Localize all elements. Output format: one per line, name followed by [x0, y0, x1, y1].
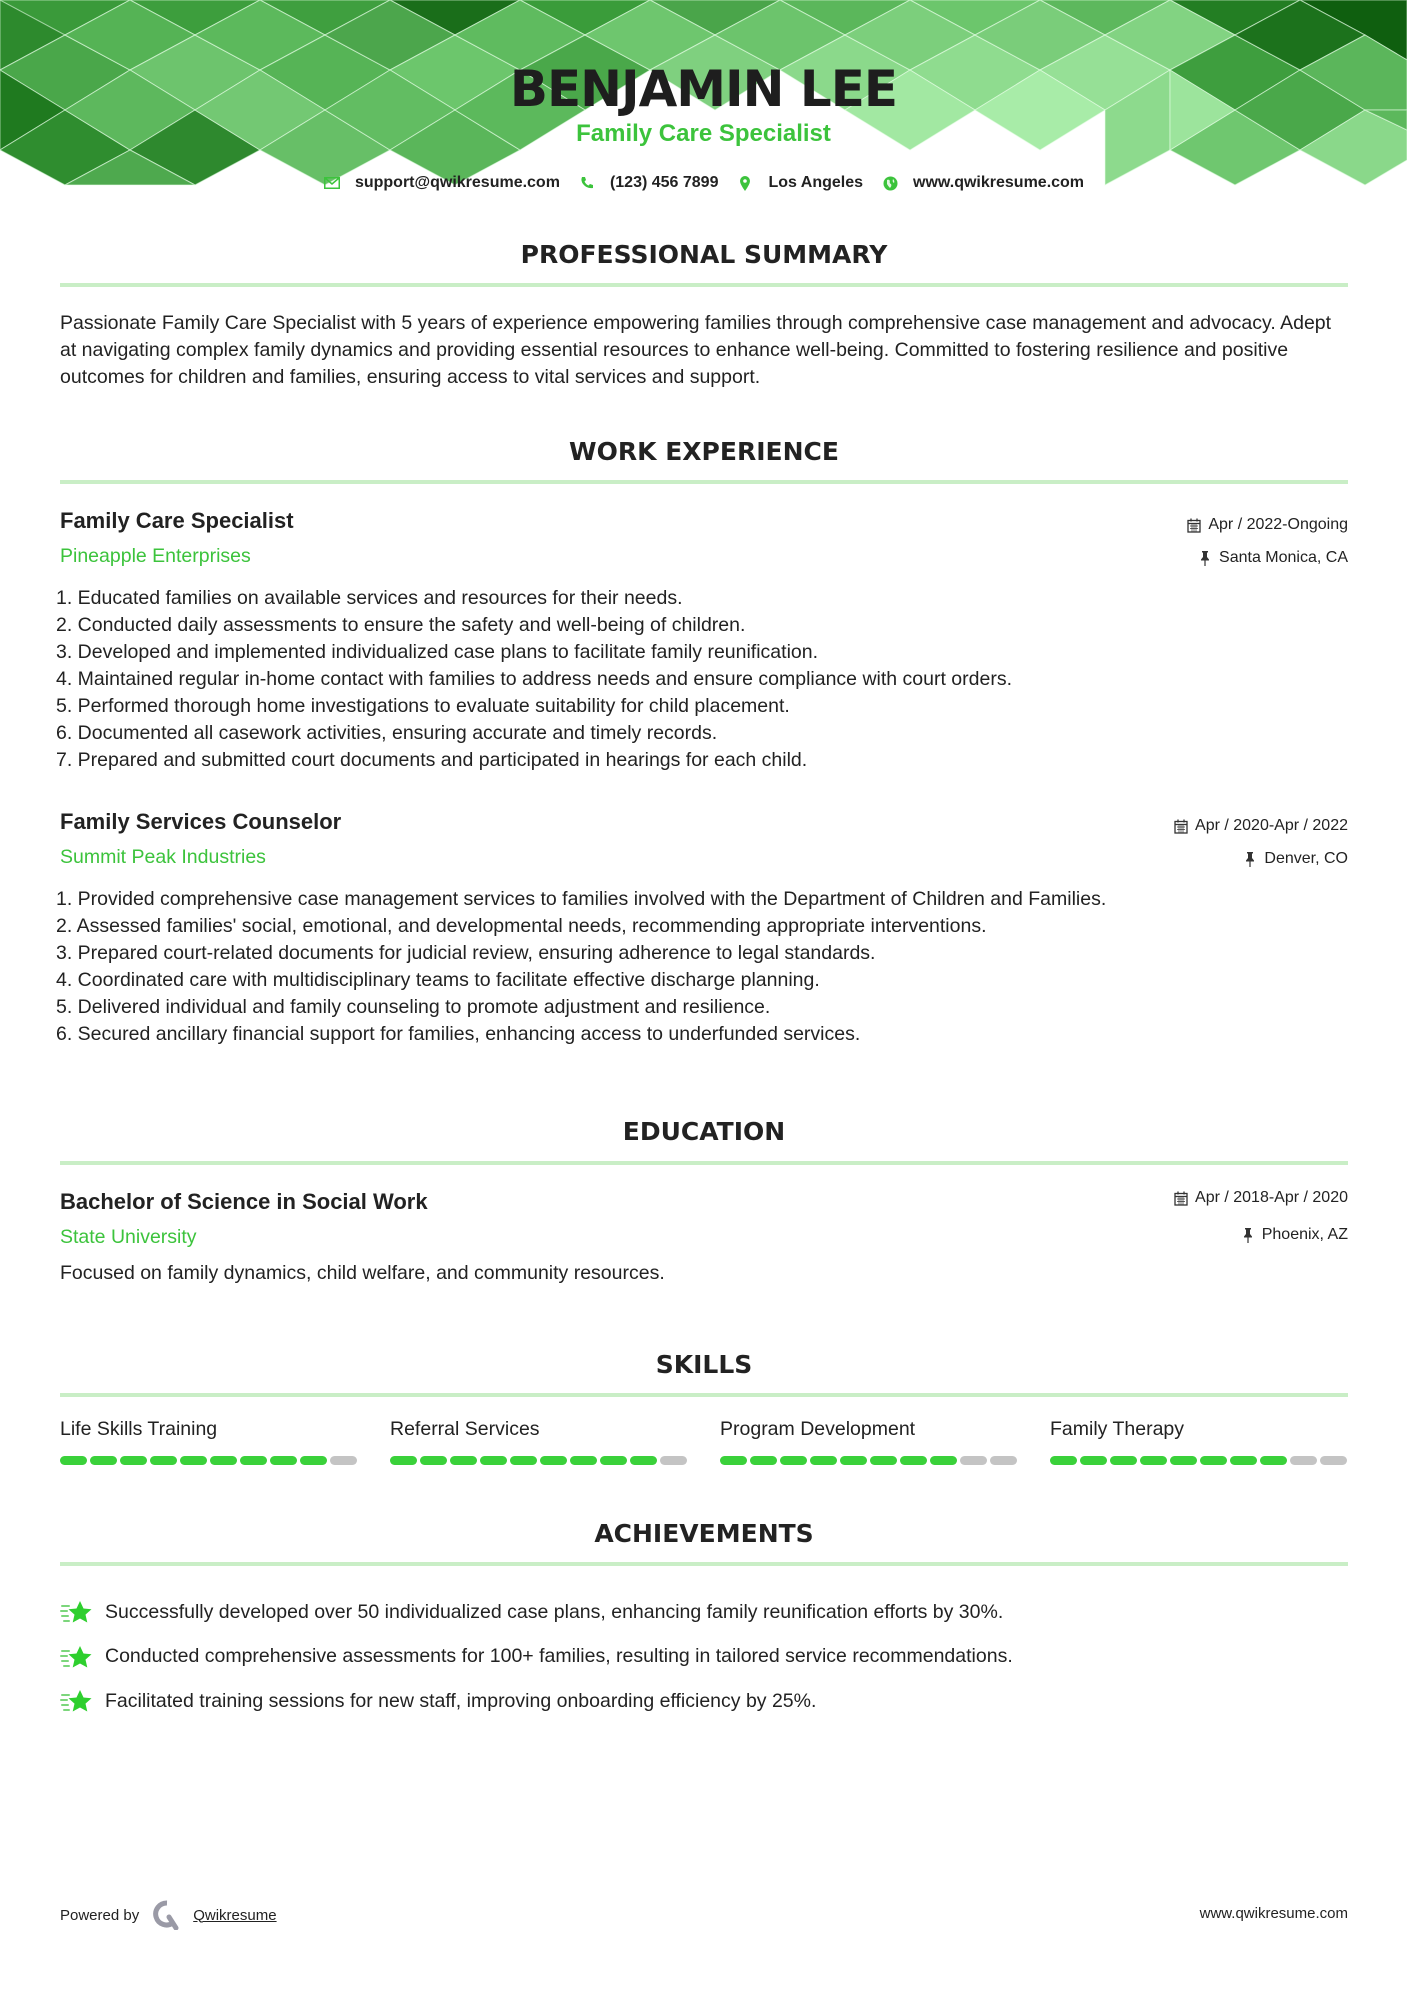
achievement-item: Conducted comprehensive assessments for 100+ families, resulting in tailored service recommendations.: [60, 1635, 1350, 1680]
education-location: Phoenix, AZ: [1240, 1226, 1348, 1244]
skill-segment-empty: [960, 1456, 987, 1465]
skill-segment-filled: [180, 1456, 207, 1465]
envelope-icon: [323, 174, 341, 192]
skill-segment-filled: [450, 1456, 477, 1465]
skill-segment-filled: [210, 1456, 237, 1465]
skill-segment-empty: [1320, 1456, 1347, 1465]
skill-rating-bar: [720, 1456, 1020, 1465]
section-heading-experience: WORK EXPERIENCE: [569, 437, 839, 466]
skill-segment-filled: [510, 1456, 537, 1465]
achievement-item: Successfully developed over 50 individualized case plans, enhancing family reunification efforts by 30%.: [60, 1590, 1350, 1635]
job-responsibilities: [56, 886, 1356, 1048]
list-item: 3. Developed and implemented individualized case plans to facilitate family reunification.: [56, 641, 819, 663]
pushpin-icon: [1240, 1227, 1256, 1243]
job-title: Family Care Specialist: [60, 508, 294, 533]
calendar-icon: [1173, 1190, 1189, 1206]
skill-segment-empty: [990, 1456, 1017, 1465]
skill-name: Family Therapy: [1050, 1418, 1185, 1440]
resume-header: [0, 0, 1407, 200]
skill-segment-filled: [270, 1456, 297, 1465]
pushpin-icon: [1242, 851, 1258, 867]
phone-icon: [578, 174, 596, 192]
skill-item: [1050, 1418, 1350, 1465]
skill-item: [60, 1418, 360, 1465]
section-divider: [60, 1393, 1348, 1397]
candidate-name: BENJAMIN LEE: [509, 60, 898, 118]
list-item: 4. Maintained regular in-home contact with families to address needs and ensure compliance with court orders.: [56, 668, 1012, 690]
company-name: Pineapple Enterprises: [60, 545, 251, 567]
skill-segment-filled: [1110, 1456, 1137, 1465]
skill-segment-filled: [810, 1456, 837, 1465]
skill-item: [390, 1418, 690, 1465]
skill-segment-filled: [1200, 1456, 1227, 1465]
globe-icon: [881, 174, 899, 192]
skill-segment-filled: [600, 1456, 627, 1465]
skill-segment-filled: [1050, 1456, 1077, 1465]
powered-by: [60, 1900, 277, 1930]
skill-segment-filled: [870, 1456, 897, 1465]
website-text: www.qwikresume.com: [913, 174, 1085, 191]
skill-rating-bar: [390, 1456, 690, 1465]
contact-bar: [0, 174, 1407, 192]
skill-segment-filled: [90, 1456, 117, 1465]
skill-segment-filled: [630, 1456, 657, 1465]
summary-text: Passionate Family Care Specialist with 5 years of experience empowering families through comprehensive case management and advocacy. Adept at navigating complex family dynamics and providing essential resources to enhance well-being. Committed to fostering resilience and positive outcomes for children and families, ensuring access to vital services and support.: [60, 312, 1332, 388]
skill-segment-empty: [1290, 1456, 1317, 1465]
school-name: State University: [60, 1226, 197, 1248]
skills-list: [60, 1418, 1350, 1465]
contact-email[interactable]: [323, 174, 560, 192]
skill-segment-empty: [330, 1456, 357, 1465]
section-heading-education: EDUCATION: [622, 1117, 786, 1146]
skill-segment-filled: [840, 1456, 867, 1465]
email-text: support@qwikresume.com: [354, 174, 560, 191]
skill-segment-filled: [1080, 1456, 1107, 1465]
map-marker-icon: [736, 174, 754, 192]
skill-segment-filled: [1260, 1456, 1287, 1465]
calendar-icon: [1186, 517, 1202, 533]
list-item: 2. Assessed families' social, emotional, and developmental needs, recommending appropriate interventions.: [56, 915, 987, 937]
job-location: Santa Monica, CA: [1197, 549, 1348, 567]
section-heading-summary: PROFESSIONAL SUMMARY: [520, 240, 888, 269]
list-item: 1. Educated families on available services and resources for their needs.: [56, 587, 683, 609]
section-divider: [60, 283, 1348, 287]
calendar-icon: [1173, 818, 1189, 834]
skill-segment-filled: [540, 1456, 567, 1465]
skill-segment-filled: [120, 1456, 147, 1465]
section-heading-skills: SKILLS: [655, 1350, 753, 1379]
section-divider: [60, 1161, 1348, 1165]
powered-by-label: Powered by: [60, 1906, 140, 1924]
qwikresume-logo-icon: [153, 1900, 181, 1930]
list-item: 4. Coordinated care with multidisciplinary teams to facilitate effective discharge planning.: [56, 969, 820, 991]
skill-segment-filled: [570, 1456, 597, 1465]
skill-rating-bar: [1050, 1456, 1350, 1465]
skill-segment-filled: [420, 1456, 447, 1465]
footer-website[interactable]: www.qwikresume.com: [1199, 1905, 1348, 1922]
skill-segment-filled: [720, 1456, 747, 1465]
phone-text: (123) 456 7899: [609, 174, 719, 191]
list-item: 5. Delivered individual and family counseling to promote adjustment and resilience.: [56, 996, 771, 1018]
shooting-star-icon: [60, 1687, 93, 1715]
section-heading-achievements: ACHIEVEMENTS: [594, 1519, 814, 1548]
achievements-list: [60, 1590, 1350, 1724]
location-text: Los Angeles: [768, 174, 864, 191]
shooting-star-icon: [60, 1643, 93, 1671]
skill-segment-filled: [1170, 1456, 1197, 1465]
job-dates: Apr / 2022-Ongoing: [1186, 516, 1348, 534]
education-description: Focused on family dynamics, child welfare, and community resources.: [60, 1262, 665, 1284]
skill-segment-filled: [60, 1456, 87, 1465]
skill-item: [720, 1418, 1020, 1465]
list-item: 6. Documented all casework activities, ensuring accurate and timely records.: [56, 722, 718, 744]
achievement-item: Facilitated training sessions for new staff, improving onboarding efficiency by 25%.: [60, 1679, 1350, 1724]
skill-segment-filled: [780, 1456, 807, 1465]
skill-segment-filled: [1140, 1456, 1167, 1465]
list-item: 2. Conducted daily assessments to ensure the safety and well-being of children.: [56, 614, 746, 636]
contact-website[interactable]: [881, 174, 1084, 192]
list-item: 3. Prepared court-related documents for judicial review, ensuring adherence to legal standards.: [56, 942, 876, 964]
skill-segment-filled: [240, 1456, 267, 1465]
job-location: Denver, CO: [1242, 850, 1348, 868]
skill-name: Referral Services: [390, 1418, 540, 1440]
candidate-title: Family Care Specialist: [576, 120, 831, 147]
degree-title: Bachelor of Science in Social Work: [60, 1189, 428, 1214]
shooting-star-icon: [60, 1598, 93, 1626]
pushpin-icon: [1197, 550, 1213, 566]
contact-location: [736, 174, 863, 192]
qwikresume-link[interactable]: Qwikresume: [193, 1906, 277, 1924]
skill-name: Life Skills Training: [60, 1418, 218, 1440]
company-name: Summit Peak Industries: [60, 846, 266, 868]
list-item: 7. Prepared and submitted court documents and participated in hearings for each child.: [56, 749, 808, 771]
job-dates: Apr / 2020-Apr / 2022: [1173, 817, 1348, 835]
section-divider: [60, 480, 1348, 484]
skill-name: Program Development: [720, 1418, 916, 1440]
skill-segment-filled: [900, 1456, 927, 1465]
skill-rating-bar: [60, 1456, 360, 1465]
job-title: Family Services Counselor: [60, 809, 342, 834]
list-item: 5. Performed thorough home investigations to evaluate suitability for child placement.: [56, 695, 790, 717]
skill-segment-filled: [390, 1456, 417, 1465]
skill-segment-filled: [750, 1456, 777, 1465]
section-divider: [60, 1562, 1348, 1566]
skill-segment-filled: [480, 1456, 507, 1465]
skill-segment-filled: [300, 1456, 327, 1465]
job-responsibilities: [56, 585, 1356, 774]
list-item: 6. Secured ancillary financial support for families, enhancing access to underfunded services.: [56, 1023, 861, 1045]
list-item: 1. Provided comprehensive case management services to families involved with the Department of Children and Families.: [56, 888, 1107, 910]
skill-segment-filled: [930, 1456, 957, 1465]
skill-segment-filled: [1230, 1456, 1257, 1465]
contact-phone[interactable]: [578, 174, 719, 192]
skill-segment-empty: [660, 1456, 687, 1465]
education-dates: Apr / 2018-Apr / 2020: [1173, 1189, 1348, 1207]
skill-segment-filled: [150, 1456, 177, 1465]
